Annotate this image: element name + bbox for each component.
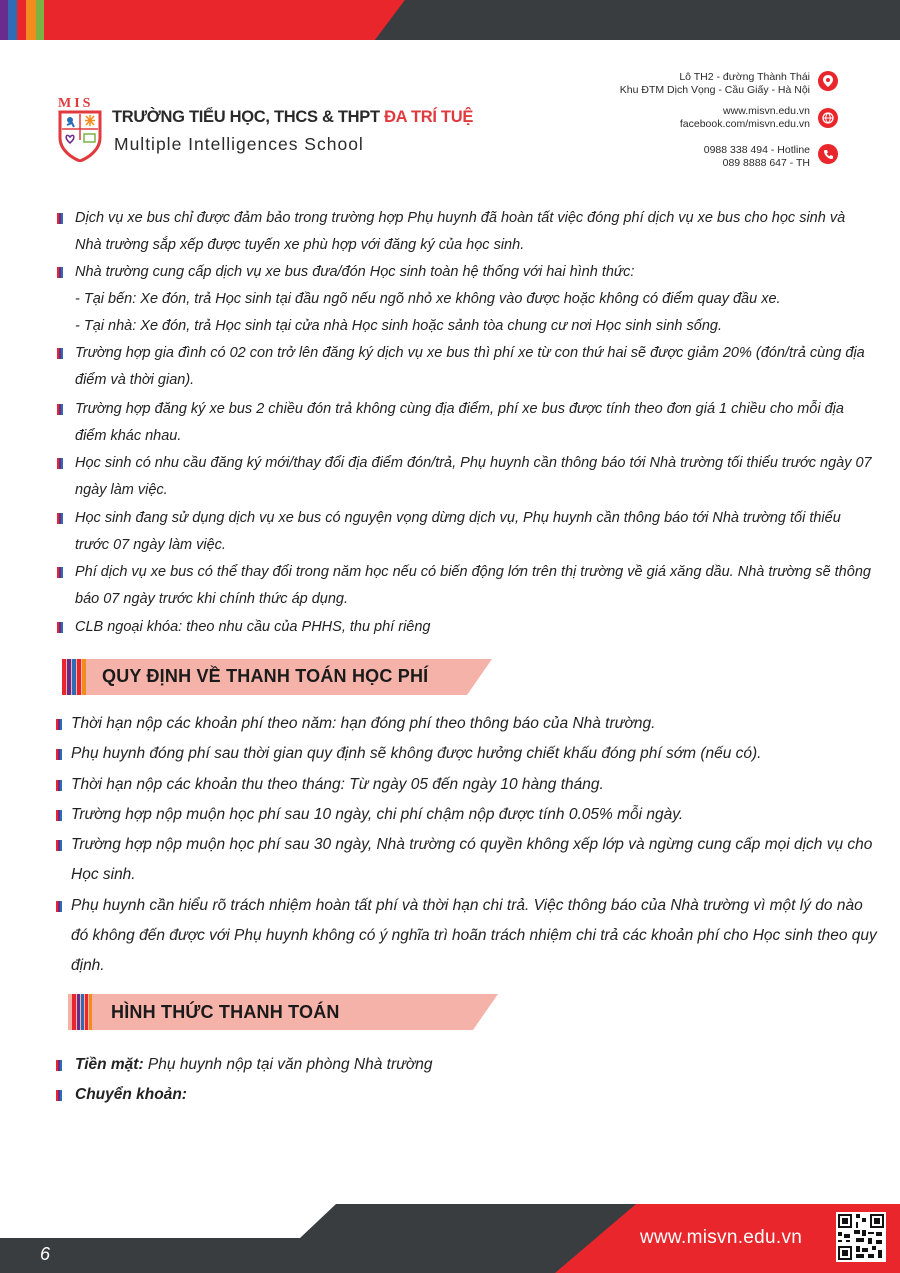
- bullet-icon: [56, 901, 63, 912]
- footer-website-link[interactable]: www.misvn.edu.vn: [640, 1227, 803, 1248]
- header-band-overlay: [0, 0, 900, 40]
- bus-item-text: Phí dịch vụ xe bus có thể thay đổi trong năm học nếu có biến động lớn trên thị trường về giá xăng dầu. Nhà trường sẽ thông báo 07 ngày trước khi chính thức áp dụng.: [75, 564, 871, 607]
- phone-hotline[interactable]: 0988 338 494 - Hotline: [703, 144, 810, 156]
- section-header-payment-rules: [62, 659, 492, 695]
- bullet-icon: [57, 213, 64, 224]
- school-name-prefix: TRƯỜNG TIỂU HỌC, THCS & THPT: [112, 108, 385, 126]
- qr-code-icon: [836, 1212, 886, 1262]
- bullet-icon: [56, 840, 63, 851]
- bus-sub-item-1: - Tại bến: Xe đón, trả Học sinh tại đầu ngõ nếu ngõ nhỏ xe không vào được hoặc không có điểm quay đầu xe.: [75, 291, 781, 307]
- bus-item-1: [75, 205, 875, 259]
- payment-rule-3: [71, 770, 881, 800]
- bullet-icon: [56, 719, 63, 730]
- bullet-icon: [57, 458, 64, 469]
- address-line-1: Lô TH2 - đường Thành Thái: [679, 71, 810, 83]
- payment-rule-text: Thời hạn nộp các khoản thu theo tháng: Từ ngày 05 đến ngày 10 hàng tháng.: [71, 776, 604, 793]
- bus-item-6: [75, 505, 875, 559]
- bullet-icon: [57, 567, 64, 578]
- bus-item-text: Trường hợp đăng ký xe bus 2 chiều đón trả không cùng địa điểm, phí xe bus được tính theo đơn giá 1 chiều cho mỗi địa điểm khác nhau.: [75, 401, 844, 444]
- website-link[interactable]: www.misvn.edu.vn: [723, 105, 810, 117]
- phone-icon: [818, 144, 838, 164]
- bus-sub-item-2: - Tại nhà: Xe đón, trả Học sinh tại cửa nhà Học sinh hoặc sảnh tòa chung cư nơi Học sinh sinh sống.: [75, 318, 722, 334]
- web-block: [680, 105, 810, 131]
- payment-rule-4: [71, 800, 881, 830]
- payment-rule-6: [71, 891, 881, 981]
- bus-item-text: Dịch vụ xe bus chỉ được đảm bảo trong trường hợp Phụ huynh đã hoàn tất việc đóng phí dịch vụ xe bus cho học sinh và Nhà trường sắp xếp được tuyến xe phù hợp với đăng ký của học sinh.: [75, 210, 846, 253]
- payment-method-cash: [75, 1050, 875, 1080]
- bullet-icon: [57, 404, 64, 415]
- bus-item-4: [75, 396, 875, 450]
- bus-item-7: [75, 559, 875, 613]
- web-icon: [818, 108, 838, 128]
- address-line-2: Khu ĐTM Dịch Vọng - Cầu Giấy - Hà Nội: [619, 84, 810, 96]
- bullet-icon: [56, 1060, 63, 1071]
- bus-item-text: Trường hợp gia đình có 02 con trở lên đăng ký dịch vụ xe bus thì phí xe từ con thứ hai sẽ được giảm 20% (đón/trả cùng địa điểm và thời gian).: [75, 345, 865, 388]
- bullet-icon: [56, 1090, 63, 1101]
- section-title: HÌNH THỨC THANH TOÁN: [111, 1002, 340, 1022]
- school-name: [112, 108, 473, 127]
- page-number: 6: [40, 1244, 51, 1264]
- logo-text: MIS: [58, 96, 94, 111]
- cash-label: Tiền mặt:: [75, 1056, 144, 1073]
- payment-rule-text: Trường hợp nộp muộn học phí sau 30 ngày, Nhà trường có quyền không xếp lớp và ngừng cung cấp mọi dịch vụ cho Học sinh.: [71, 836, 873, 883]
- payment-rule-text: Phụ huynh đóng phí sau thời gian quy định sẽ không được hưởng chiết khấu đóng phí sớm (nếu có).: [71, 745, 762, 762]
- bus-item-2: [75, 259, 875, 286]
- bullet-icon: [57, 267, 64, 278]
- phone-block: [704, 144, 810, 170]
- bus-item-text: CLB ngoại khóa: theo nhu cầu của PHHS, thu phí riêng: [75, 619, 431, 635]
- section-title: QUY ĐỊNH VỀ THANH TOÁN HỌC PHÍ: [102, 666, 429, 686]
- phone-th[interactable]: 089 8888 647 - TH: [722, 157, 810, 169]
- bus-item-5: [75, 450, 875, 504]
- payment-rule-1: [71, 709, 881, 739]
- payment-rule-text: Thời hạn nộp các khoản phí theo năm: hạn đóng phí theo thông báo của Nhà trường.: [71, 715, 656, 732]
- bus-item-3: [75, 340, 875, 394]
- section-header-payment-methods: [68, 994, 508, 1030]
- location-icon: [818, 71, 838, 91]
- transfer-label: Chuyển khoản:: [75, 1086, 187, 1103]
- bullet-icon: [57, 622, 64, 633]
- bullet-icon: [56, 780, 63, 791]
- bus-item-text: Nhà trường cung cấp dịch vụ xe bus đưa/đón Học sinh toàn hệ thống với hai hình thức:: [75, 264, 635, 280]
- address-block: [620, 71, 810, 97]
- school-subtitle: Multiple Intelligences School: [114, 134, 364, 154]
- payment-rule-5: [71, 830, 881, 890]
- payment-rule-text: Phụ huynh cần hiểu rõ trách nhiệm hoàn tất phí và thời hạn chi trả. Việc thông báo của Nhà trường vì một lý do nào đó không đến được với Phụ huynh không có ý nghĩa trì hoãn trách nhiệm chi trả các khoản phí cho Học sinh theo quy định.: [71, 897, 877, 974]
- bullet-icon: [57, 348, 64, 359]
- bus-item-text: Học sinh đang sử dụng dịch vụ xe bus có nguyện vọng dừng dịch vụ, Phụ huynh cần thông báo tới Nhà trường tối thiểu trước 07 ngày làm việc.: [75, 510, 841, 553]
- facebook-link[interactable]: facebook.com/misvn.edu.vn: [679, 118, 810, 130]
- payment-rule-2: [71, 739, 881, 769]
- school-name-highlight: ĐA TRÍ TUỆ: [384, 108, 474, 126]
- school-shield-logo: [58, 110, 102, 162]
- cash-text: Phụ huynh nộp tại văn phòng Nhà trường: [143, 1056, 433, 1073]
- payment-method-transfer: [75, 1080, 875, 1110]
- payment-rule-text: Trường hợp nộp muộn học phí sau 10 ngày, chi phí chậm nộp được tính 0.05% mỗi ngày.: [71, 806, 684, 823]
- bullet-icon: [56, 810, 63, 821]
- bus-item-8: [75, 614, 875, 641]
- bullet-icon: [56, 749, 63, 760]
- bus-item-text: Học sinh có nhu cầu đăng ký mới/thay đổi địa điểm đón/trả, Phụ huynh cần thông báo tới Nhà trường tối thiểu trước ngày 07 ngày làm việc.: [75, 455, 872, 498]
- bullet-icon: [57, 513, 64, 524]
